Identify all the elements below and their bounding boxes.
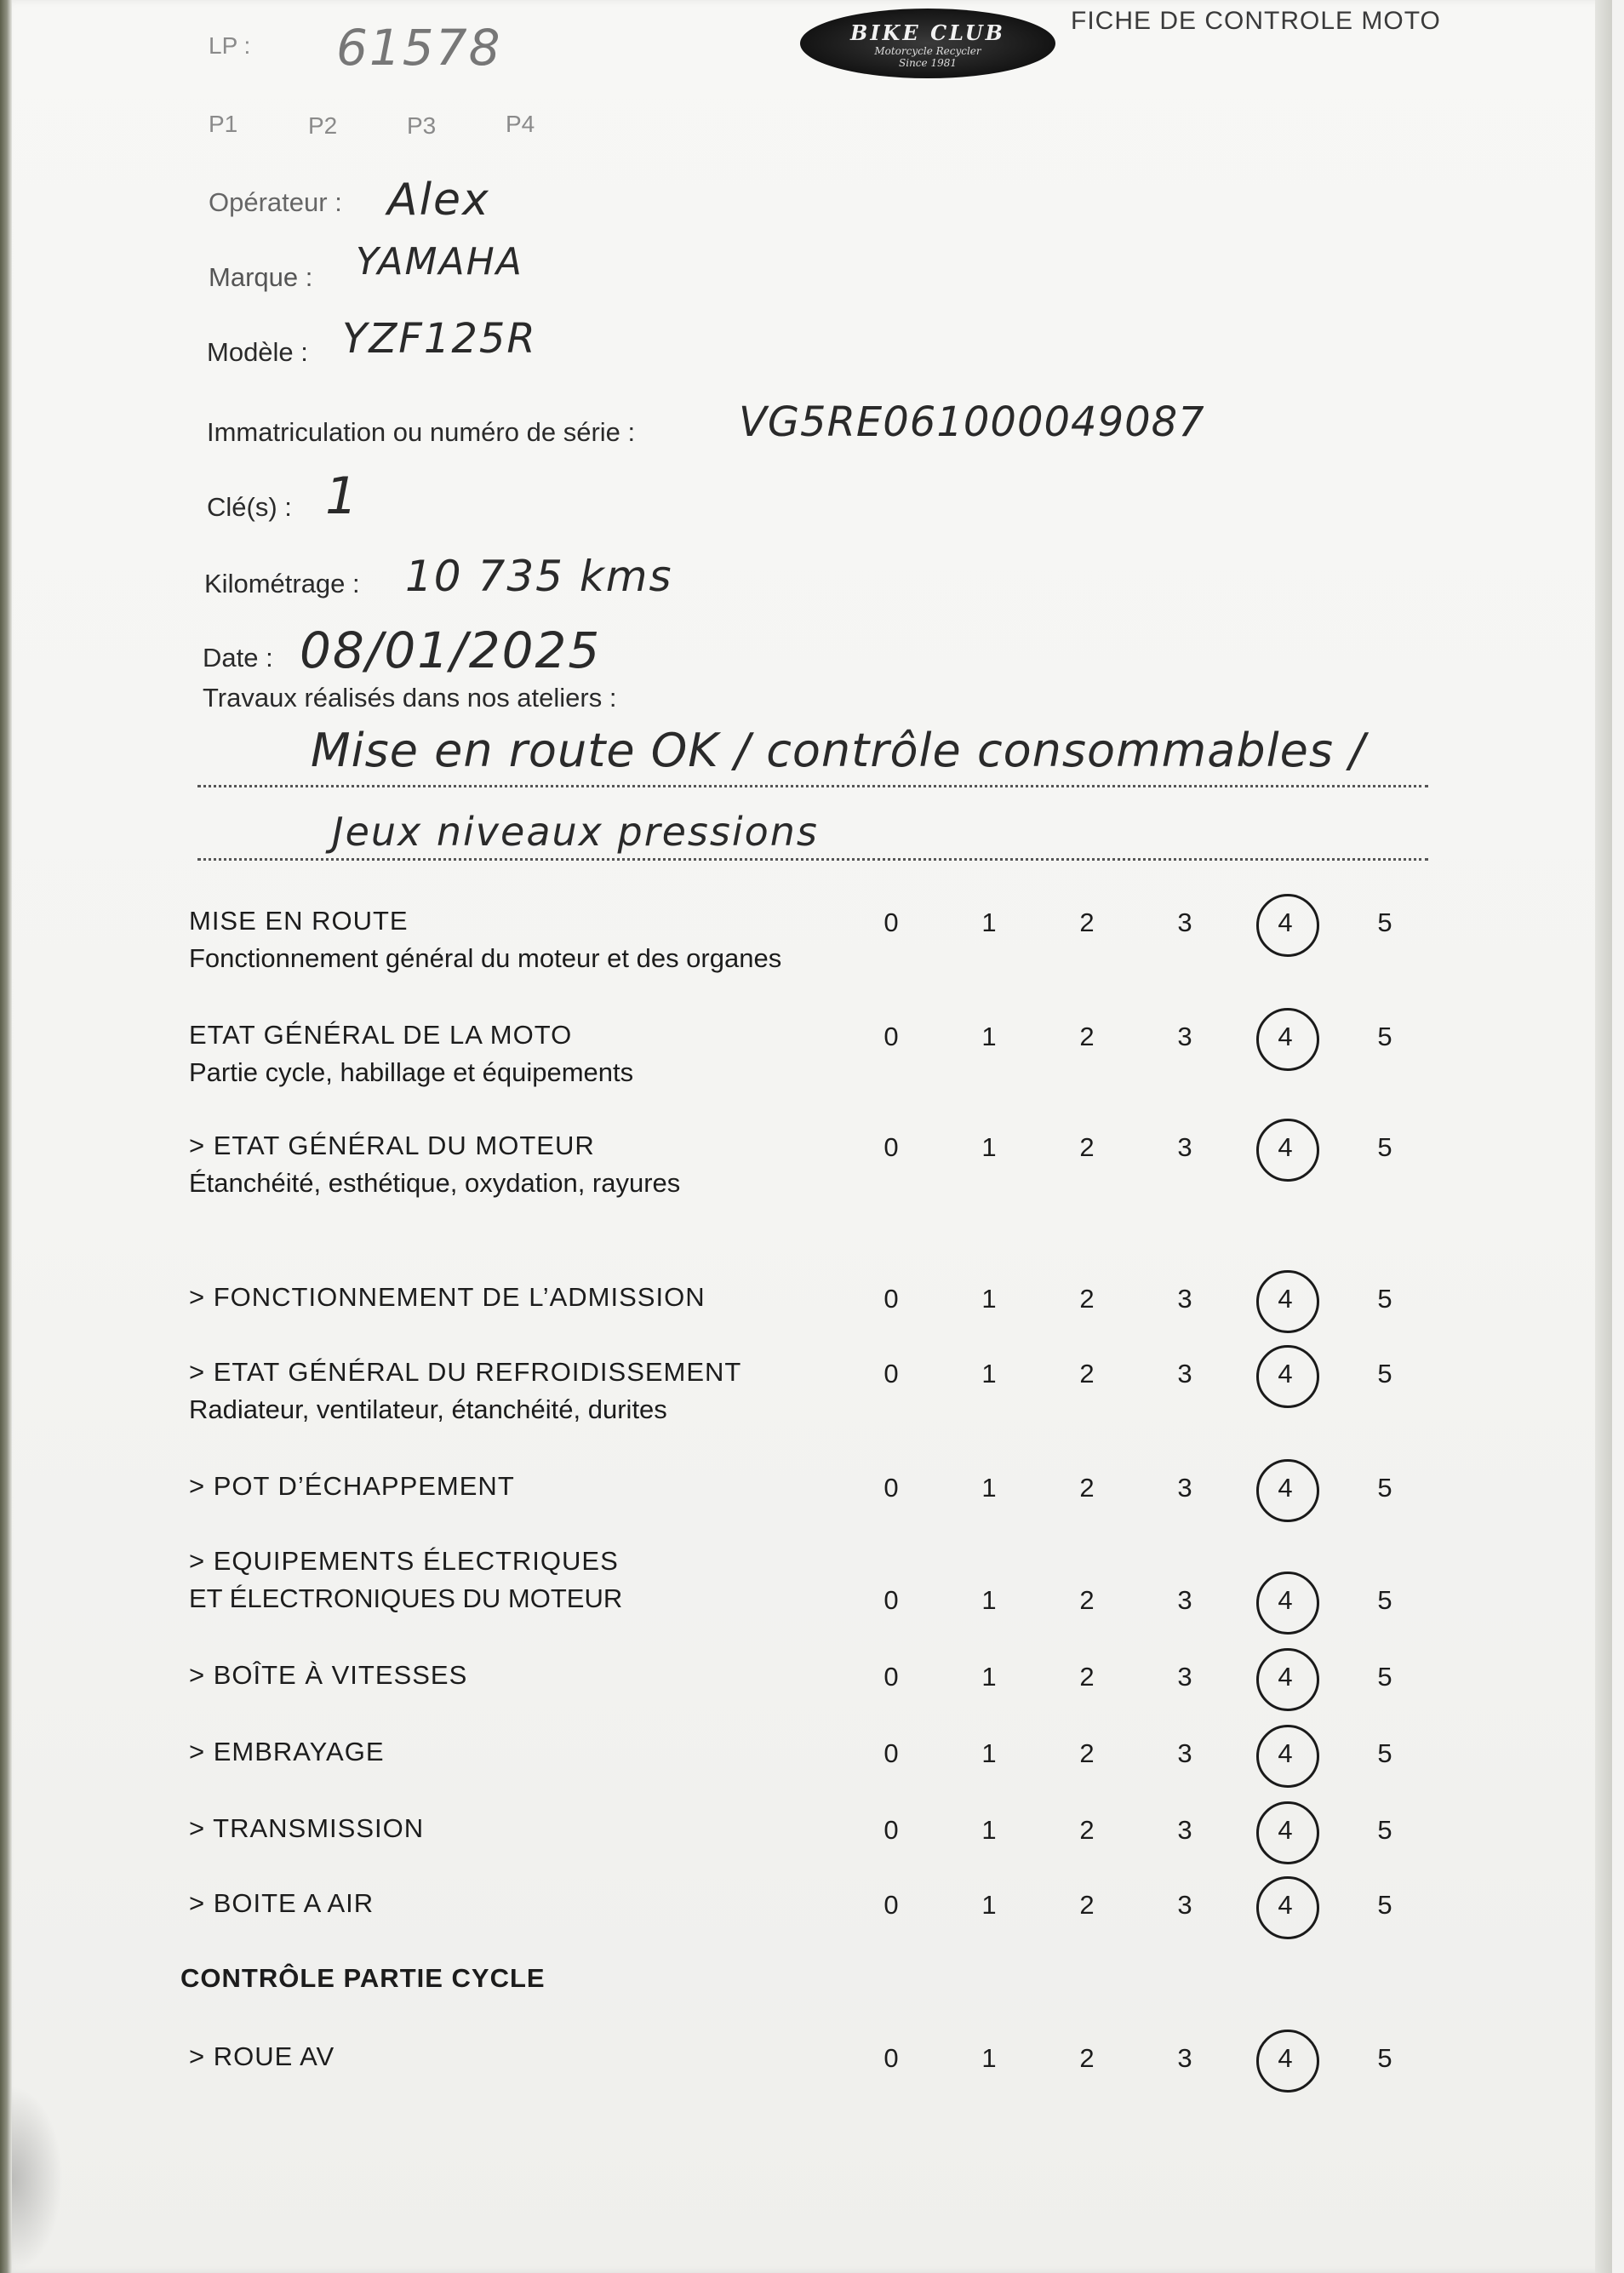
section-title-partie-cycle: CONTRÔLE PARTIE CYCLE	[180, 1963, 546, 1993]
rating-row	[189, 906, 1483, 974]
rating-row	[189, 1546, 1483, 1614]
p1-label[interactable]: P1	[209, 111, 238, 137]
score-option-1[interactable]: 1	[981, 1738, 997, 1768]
selected-score-circle	[1256, 894, 1319, 957]
score-option-2[interactable]: 2	[1079, 1738, 1095, 1768]
score-option-3[interactable]: 3	[1177, 1284, 1192, 1314]
score-option-1[interactable]: 1	[981, 1815, 997, 1845]
score-option-4[interactable]: 4	[1278, 907, 1293, 937]
p3-label[interactable]: P3	[407, 112, 437, 139]
score-option-3[interactable]: 3	[1177, 1738, 1192, 1768]
score-option-2[interactable]: 2	[1079, 1132, 1095, 1162]
rating-row	[189, 1131, 1483, 1199]
score-option-2[interactable]: 2	[1079, 1890, 1095, 1920]
travaux-line-2[interactable]: Jeux niveaux pressions	[332, 809, 819, 855]
logo-sub-text-2: Since 1981	[899, 57, 957, 69]
logo-sub-text: Motorcycle Recycler	[874, 45, 981, 57]
lp-value[interactable]: 61578	[336, 19, 502, 77]
rating-row	[189, 1660, 1483, 1728]
rating-title: > POT D’ÉCHAPPEMENT	[189, 1471, 515, 1501]
kilometrage-value[interactable]: 10 735 kms	[405, 552, 673, 601]
rating-row	[189, 1357, 1483, 1425]
score-option-0[interactable]: 0	[883, 1585, 899, 1615]
smudge-mark	[12, 2086, 63, 2273]
score-option-1[interactable]: 1	[981, 907, 997, 937]
score-option-0[interactable]: 0	[883, 1890, 899, 1920]
score-option-0[interactable]: 0	[883, 1284, 899, 1314]
p2-label[interactable]: P2	[308, 112, 338, 139]
score-option-0[interactable]: 0	[883, 1473, 899, 1503]
date-label: Date :	[203, 643, 273, 673]
score-option-3[interactable]: 3	[1177, 1473, 1192, 1503]
modele-value[interactable]: YZF125R	[342, 315, 537, 363]
form-title: FICHE DE CONTROLE MOTO	[1071, 7, 1441, 35]
score-option-3[interactable]: 3	[1177, 1022, 1192, 1051]
bike-club-logo	[800, 9, 1055, 78]
score-option-0[interactable]: 0	[883, 1132, 899, 1162]
score-option-5[interactable]: 5	[1377, 907, 1392, 937]
score-option-5[interactable]: 5	[1377, 1662, 1392, 1692]
score-option-1[interactable]: 1	[981, 1284, 997, 1314]
rating-title: > TRANSMISSION	[189, 1813, 425, 1843]
score-option-5[interactable]: 5	[1377, 1738, 1392, 1768]
score-option-4[interactable]: 4	[1278, 1815, 1293, 1845]
score-option-2[interactable]: 2	[1079, 1585, 1095, 1615]
score-option-0[interactable]: 0	[883, 1359, 899, 1388]
score-option-4[interactable]: 4	[1278, 1890, 1293, 1920]
score-option-2[interactable]: 2	[1079, 1022, 1095, 1051]
score-option-5[interactable]: 5	[1377, 1585, 1392, 1615]
lp-label: LP :	[209, 32, 251, 59]
rating-title: > FONCTIONNEMENT DE L’ADMISSION	[189, 1282, 706, 1312]
rating-title: > BOITE A AIR	[189, 1888, 375, 1918]
score-option-1[interactable]: 1	[981, 1890, 997, 1920]
rating-row	[189, 1471, 1483, 1539]
rating-title: > EQUIPEMENTS ÉLECTRIQUES	[189, 1546, 619, 1576]
score-option-0[interactable]: 0	[883, 1662, 899, 1692]
score-option-1[interactable]: 1	[981, 2043, 997, 2073]
rating-row	[189, 1813, 1483, 1881]
score-option-2[interactable]: 2	[1079, 1359, 1095, 1388]
score-option-3[interactable]: 3	[1177, 1890, 1192, 1920]
score-option-2[interactable]: 2	[1079, 1815, 1095, 1845]
score-option-3[interactable]: 3	[1177, 907, 1192, 937]
travaux-label: Travaux réalisés dans nos ateliers :	[203, 683, 617, 713]
selected-score-circle	[1256, 2030, 1319, 2093]
score-option-5[interactable]: 5	[1377, 1022, 1392, 1051]
score-option-4[interactable]: 4	[1278, 2043, 1293, 2073]
score-option-4[interactable]: 4	[1278, 1359, 1293, 1388]
rating-desc: ET ÉLECTRONIQUES DU MOTEUR	[189, 1583, 623, 1613]
cles-value[interactable]: 1	[325, 467, 360, 526]
selected-score-circle	[1256, 1345, 1319, 1408]
score-option-0[interactable]: 0	[883, 907, 899, 937]
operateur-label: Opérateur :	[209, 187, 342, 217]
score-option-5[interactable]: 5	[1377, 1890, 1392, 1920]
selected-score-circle	[1256, 1876, 1319, 1939]
p4-label[interactable]: P4	[506, 111, 535, 137]
marque-value[interactable]: YAMAHA	[356, 240, 523, 283]
travaux-dotted-line-1	[197, 785, 1428, 787]
score-option-5[interactable]: 5	[1377, 1284, 1392, 1314]
score-option-2[interactable]: 2	[1079, 1662, 1095, 1692]
score-option-4[interactable]: 4	[1278, 1738, 1293, 1768]
score-option-0[interactable]: 0	[883, 2043, 899, 2073]
rating-desc: Étanchéité, esthétique, oxydation, rayures	[189, 1168, 681, 1198]
operateur-value[interactable]: Alex	[387, 175, 490, 226]
score-option-3[interactable]: 3	[1177, 2043, 1192, 2073]
score-option-5[interactable]: 5	[1377, 2043, 1392, 2073]
score-option-2[interactable]: 2	[1079, 1284, 1095, 1314]
rating-row	[189, 1020, 1483, 1088]
score-option-4[interactable]: 4	[1278, 1473, 1293, 1503]
modele-label: Modèle :	[207, 337, 308, 367]
rating-desc: Fonctionnement général du moteur et des organes	[189, 943, 782, 973]
rating-title: > ROUE AV	[189, 2041, 335, 2071]
rating-title: > BOÎTE À VITESSES	[189, 1660, 468, 1690]
selected-score-circle	[1256, 1459, 1319, 1522]
rating-title: > ETAT GÉNÉRAL DU REFROIDISSEMENT	[189, 1357, 742, 1387]
score-option-0[interactable]: 0	[883, 1022, 899, 1051]
score-option-2[interactable]: 2	[1079, 2043, 1095, 2073]
score-option-5[interactable]: 5	[1377, 1473, 1392, 1503]
rating-title: > EMBRAYAGE	[189, 1737, 385, 1766]
score-option-1[interactable]: 1	[981, 1132, 997, 1162]
selected-score-circle	[1256, 1270, 1319, 1333]
sleeve-edge	[1595, 0, 1612, 2273]
rating-title: ETAT GÉNÉRAL DE LA MOTO	[189, 1020, 573, 1050]
rating-desc: Partie cycle, habillage et équipements	[189, 1057, 634, 1087]
travaux-dotted-line-2	[197, 858, 1428, 861]
score-option-1[interactable]: 1	[981, 1662, 997, 1692]
date-value[interactable]: 08/01/2025	[300, 621, 602, 679]
score-option-0[interactable]: 0	[883, 1815, 899, 1845]
kilometrage-label: Kilométrage :	[204, 569, 360, 598]
score-option-3[interactable]: 3	[1177, 1132, 1192, 1162]
score-option-4[interactable]: 4	[1278, 1284, 1293, 1314]
score-option-1[interactable]: 1	[981, 1359, 997, 1388]
score-option-4[interactable]: 4	[1278, 1132, 1293, 1162]
score-option-4[interactable]: 4	[1278, 1022, 1293, 1051]
selected-score-circle	[1256, 1648, 1319, 1711]
score-option-5[interactable]: 5	[1377, 1815, 1392, 1845]
score-option-4[interactable]: 4	[1278, 1662, 1293, 1692]
score-option-1[interactable]: 1	[981, 1022, 997, 1051]
cles-label: Clé(s) :	[207, 492, 292, 522]
score-option-3[interactable]: 3	[1177, 1662, 1192, 1692]
rating-row	[189, 2041, 1483, 2110]
score-option-4[interactable]: 4	[1278, 1585, 1293, 1615]
selected-score-circle	[1256, 1119, 1319, 1182]
score-option-5[interactable]: 5	[1377, 1359, 1392, 1388]
immat-value[interactable]: VG5RE061000049087	[739, 398, 1205, 446]
score-option-3[interactable]: 3	[1177, 1359, 1192, 1388]
rating-desc: Radiateur, ventilateur, étanchéité, durites	[189, 1394, 667, 1424]
rating-row	[189, 1737, 1483, 1805]
travaux-line-1[interactable]: Mise en route OK / contrôle consommables /	[311, 724, 1366, 777]
score-option-2[interactable]: 2	[1079, 1473, 1095, 1503]
rating-title: > ETAT GÉNÉRAL DU MOTEUR	[189, 1131, 595, 1160]
immat-label: Immatriculation ou numéro de série :	[207, 417, 636, 447]
logo-brand-text: BIKE CLUB	[850, 20, 1005, 45]
score-option-2[interactable]: 2	[1079, 907, 1095, 937]
score-option-5[interactable]: 5	[1377, 1132, 1392, 1162]
score-option-3[interactable]: 3	[1177, 1585, 1192, 1615]
selected-score-circle	[1256, 1801, 1319, 1864]
rating-title: MISE EN ROUTE	[189, 906, 409, 936]
selected-score-circle	[1256, 1725, 1319, 1788]
score-option-1[interactable]: 1	[981, 1585, 997, 1615]
rating-row	[189, 1888, 1483, 1956]
selected-score-circle	[1256, 1572, 1319, 1635]
selected-score-circle	[1256, 1008, 1319, 1071]
score-option-1[interactable]: 1	[981, 1473, 997, 1503]
score-option-0[interactable]: 0	[883, 1738, 899, 1768]
rating-row	[189, 1282, 1483, 1350]
score-option-3[interactable]: 3	[1177, 1815, 1192, 1845]
marque-label: Marque :	[209, 262, 313, 292]
